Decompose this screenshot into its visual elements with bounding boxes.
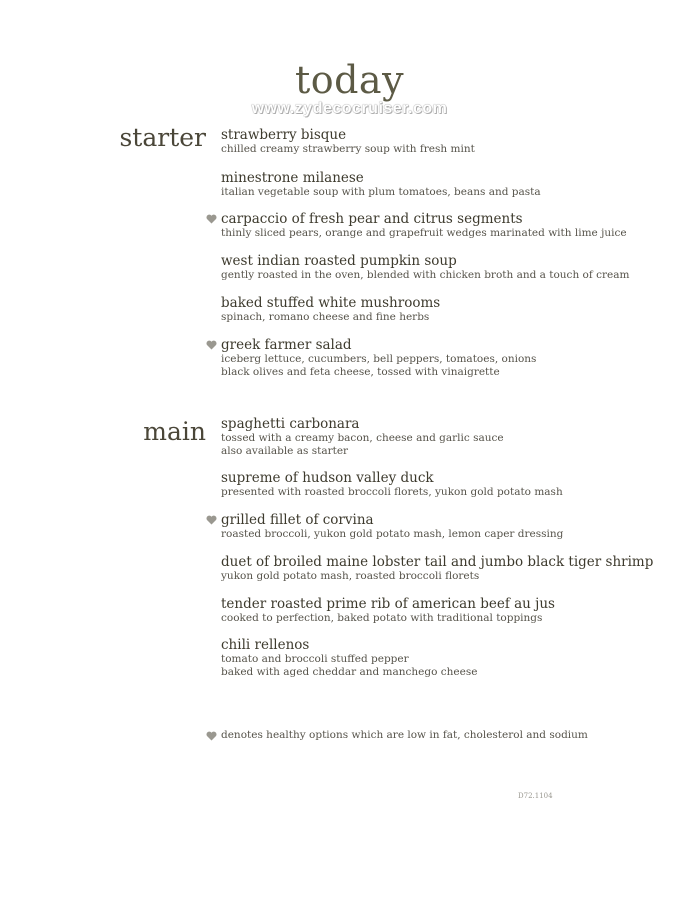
- item-description: spinach, romano cheese and fine herbs: [221, 311, 430, 323]
- menu-item: [221, 555, 681, 583]
- item-name: baked stuffed white mushrooms: [221, 295, 441, 311]
- item-description: baked with aged cheddar and manchego cheese: [221, 665, 478, 678]
- item-name: minestrone milanese: [221, 170, 364, 186]
- menu-item: [221, 597, 681, 625]
- item-name: strawberry bisque: [221, 127, 347, 143]
- section-heading-starter: starter: [119, 123, 206, 152]
- menu-item: [221, 296, 681, 324]
- menu-item: [221, 171, 681, 199]
- watermark-text: www.zydecocruiser.com: [251, 100, 448, 117]
- item-name: west indian roasted pumpkin soup: [221, 253, 457, 269]
- menu-item: [221, 638, 681, 678]
- item-name: spaghetti carbonara: [221, 416, 360, 432]
- heart-icon: [206, 515, 217, 525]
- item-name: greek farmer salad: [221, 337, 352, 353]
- item-description: thinly sliced pears, orange and grapefruit wedges marinated with lime juice: [221, 227, 627, 239]
- item-description: chilled creamy strawberry soup with fresh mint: [221, 143, 475, 155]
- menu-item: [221, 417, 681, 457]
- footnote-text: denotes healthy options which are low in fat, cholesterol and sodium: [221, 729, 588, 741]
- item-description: italian vegetable soup with plum tomatoes, beans and pasta: [221, 186, 541, 198]
- menu-code: D72.1104: [518, 792, 553, 800]
- menu-item: [221, 513, 681, 541]
- item-description: iceberg lettuce, cucumbers, bell peppers, tomatoes, onions: [221, 353, 537, 365]
- item-name: tender roasted prime rib of american beef au jus: [221, 596, 555, 612]
- item-description: black olives and feta cheese, tossed with vinaigrette: [221, 365, 500, 378]
- menu-item: [221, 471, 681, 499]
- item-description: gently roasted in the oven, blended with chicken broth and a touch of cream: [221, 269, 630, 281]
- item-description: also available as starter: [221, 444, 349, 457]
- section-heading-main: main: [143, 417, 206, 446]
- item-name: duet of broiled maine lobster tail and jumbo black tiger shrimp: [221, 554, 654, 570]
- heart-icon: [206, 214, 217, 224]
- item-description: presented with roasted broccoli florets, yukon gold potato mash: [221, 486, 563, 498]
- menu-item: [221, 128, 681, 156]
- menu-title: today: [294, 58, 405, 102]
- menu-item: [221, 254, 681, 282]
- healthy-footnote: [221, 729, 588, 741]
- item-description: yukon gold potato mash, roasted broccoli florets: [221, 570, 480, 582]
- item-name: chili rellenos: [221, 637, 310, 653]
- item-description: tossed with a creamy bacon, cheese and garlic sauce: [221, 432, 504, 444]
- item-name: grilled fillet of corvina: [221, 512, 374, 528]
- item-description: tomato and broccoli stuffed pepper: [221, 653, 409, 665]
- item-description: roasted broccoli, yukon gold potato mash, lemon caper dressing: [221, 528, 564, 540]
- heart-icon: [206, 731, 217, 741]
- menu-item: [221, 212, 681, 240]
- item-name: carpaccio of fresh pear and citrus segments: [221, 211, 523, 227]
- item-name: supreme of hudson valley duck: [221, 470, 434, 486]
- item-description: cooked to perfection, baked potato with traditional toppings: [221, 612, 543, 624]
- heart-icon: [206, 340, 217, 350]
- menu-item: [221, 338, 681, 378]
